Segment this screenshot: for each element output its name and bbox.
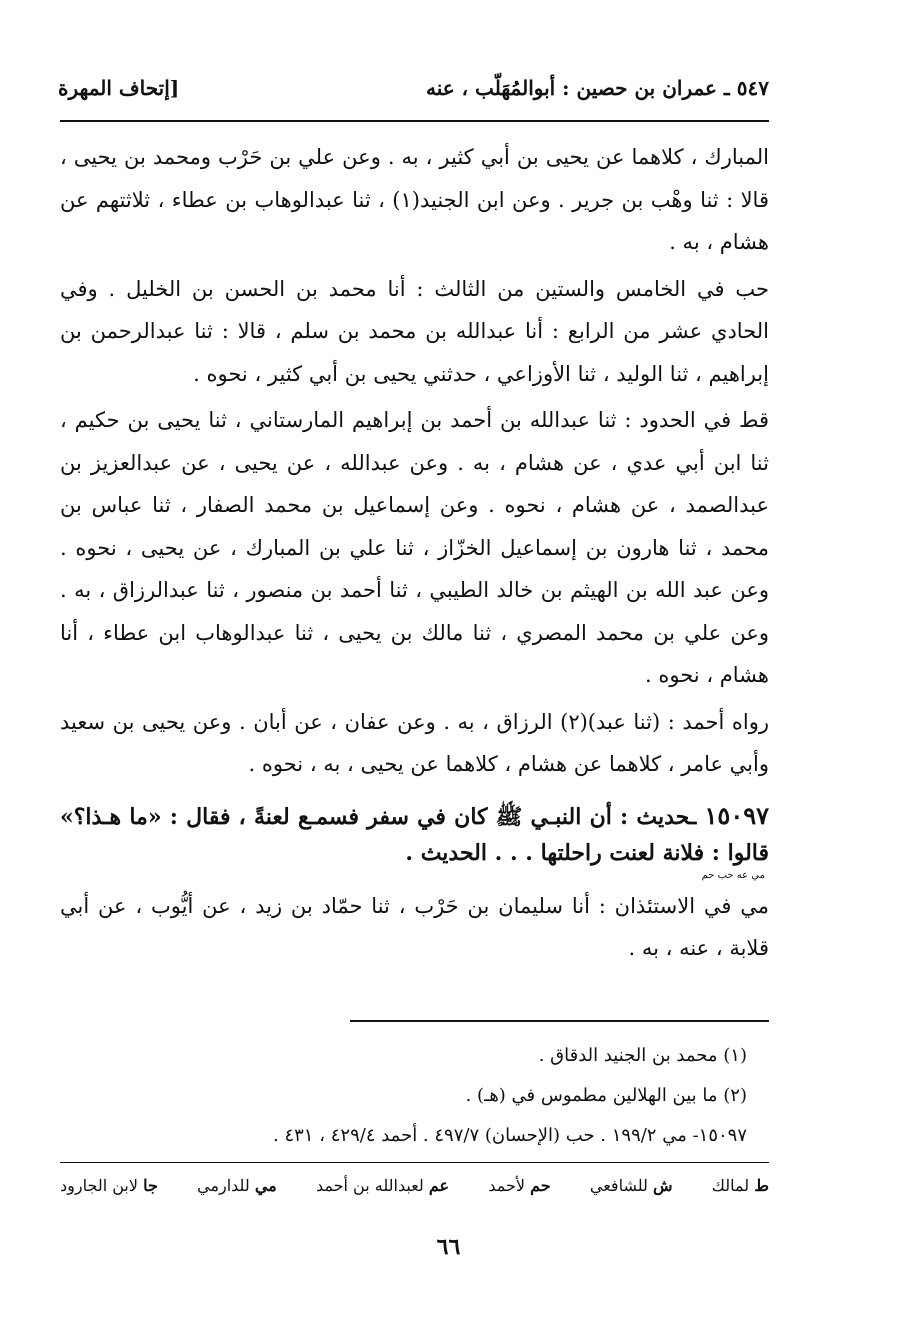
footnote: (٢) ما بين الهلالين مطموس في (هـ) . <box>465 1085 747 1106</box>
footnotes <box>160 1036 747 1156</box>
legend-item: حم لأحمد <box>488 1176 551 1195</box>
sigla-legend <box>60 1176 769 1195</box>
paragraph: حب في الخامس والستين من الثالث : أنا محمد بن الحسن بن الخليل . وفي الحادي عشر من الرابع : أنا عبدالله بن محمد بن سلم ، قالا : ثنا عبدالرحمن بن إبراهيم ، ثنا الوليد ، ثنا الأوزاعي ، حدثني يحيى بن أبي كثير ، نحوه . <box>60 276 769 386</box>
paragraph: قط في الحدود : ثنا عبدالله بن أحمد بن إبراهيم المارستاني ، ثنا يحيى بن حكيم ، ثنا ابن أبي عدي ، عن هشام ، به . وعن عبدالله ، عن يحيى ، عن عبدالعزيز بن عبدالصمد ، عن هشام ، نحوه . وعن إسماعيل بن محمد الصفار ، ثنا عباس بن محمد ، ثنا هارون بن إسماعيل الخزّاز ، ثنا علي بن المبارك ، عن يحيى ، نحوه . وعن عبد الله بن الهيثم بن خالد الطيبي ، ثنا أحمد بن منصور ، ثنا عبدالرزاق ، به . وعن علي بن محمد المصري ، ثنا مالك بن يحيى ، ثنا عبدالوهاب ابن عطاء ، أنا هشام ، نحوه . <box>60 408 769 687</box>
running-title: ٥٤٧ ـ عمران بن حصين : أبوالمُهَلّب ، عنه <box>425 76 769 100</box>
hadith-number: ١٥٠٩٧ <box>704 800 769 830</box>
paragraph: مي في الاستئذان : أنا سليمان بن حَرْب ، ثنا حمّاد بن زيد ، عن أيُّوب ، عن أبي قلابة ، عنه ، به . <box>60 893 769 960</box>
legend-rule <box>60 1162 769 1163</box>
hadith-text: ـحديث : أن النبـي ﷺ كان في سفر فسمـع لعنةً ، فقال : «ما هـذا؟» قالوا : فلانة لعنت راحلتها . . . الحديث . <box>60 803 769 866</box>
legend-item: ط لمالك <box>711 1176 769 1195</box>
legend-item: ش للشافعي <box>589 1176 673 1195</box>
footnote: ١٥٠٩٧- مي ١٩٩/٢ . حب (الإحسان) ٤٩٧/٧ . أحمد ٤٢٩/٤ ، ٤٣١ . <box>273 1125 747 1146</box>
legend-item: مي للدارمي <box>197 1176 277 1195</box>
footnote-rule <box>350 1020 769 1022</box>
hadith-entry <box>60 798 769 881</box>
legend-item: عم لعبدالله بن أحمد <box>315 1176 450 1195</box>
page-header <box>58 68 769 108</box>
page-number: ٦٦ <box>436 1234 461 1260</box>
paragraph: رواه أحمد : (ثنا عبد)(٢) الرزاق ، به . وعن عفان ، عن أبان . وعن يحيى بن سعيد وأبي عامر ، كلاهما عن هشام ، كلاهما عن يحيى ، به ، نحوه . <box>60 709 769 776</box>
header-rule <box>60 120 769 122</box>
legend-item: جا لابن الجارود <box>60 1176 158 1195</box>
paragraph: المبارك ، كلاهما عن يحيى بن أبي كثير ، به . وعن علي بن حَرْب ومحمد بن يحيى ، قالا : ثنا وهْب بن جرير . وعن ابن الجنيد(١) ، ثنا عبدالوهاب بن عطاء ، ثلاثتهم عن هشام ، به . <box>60 145 769 254</box>
main-text <box>60 136 769 974</box>
footnote: (١) محمد بن الجنيد الدقاق . <box>538 1045 747 1066</box>
hadith-sigla: مي عه حب حم <box>701 869 765 881</box>
book-title: [إتحاف المهرة <box>58 76 180 100</box>
